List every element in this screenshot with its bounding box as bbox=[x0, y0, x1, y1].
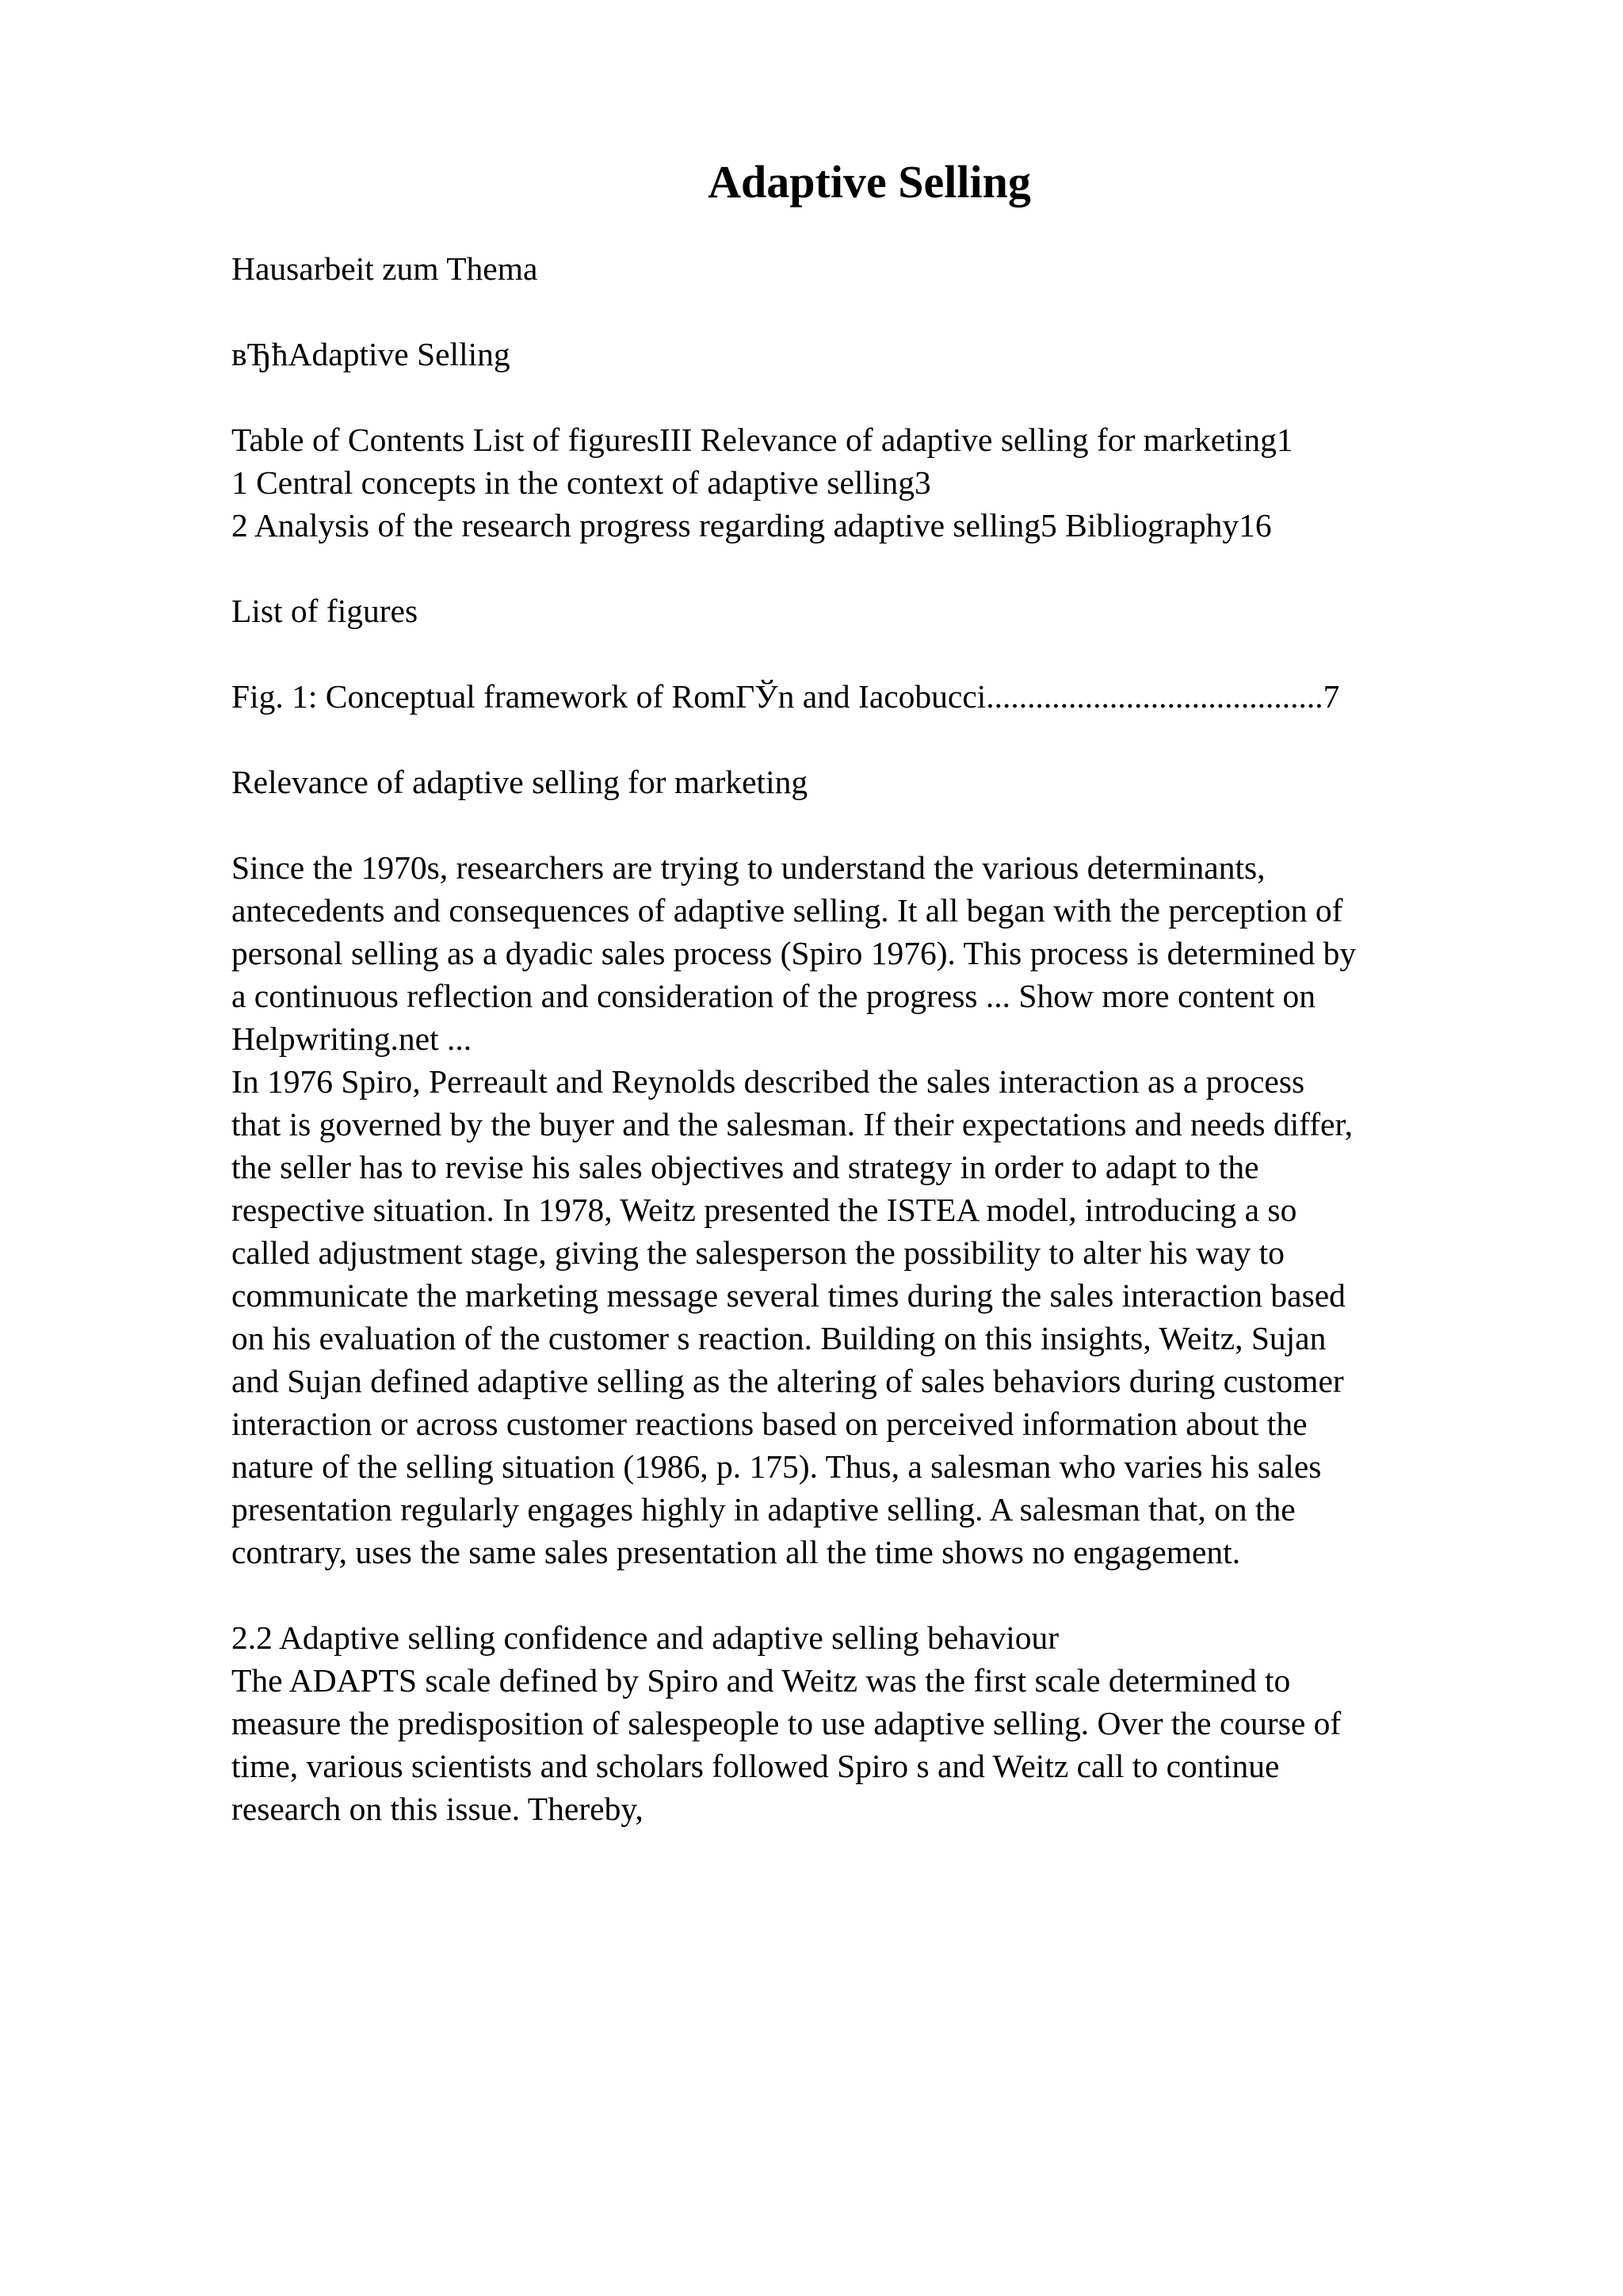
toc-line: Table of Contents List of figuresIII Relevance of adaptive selling for marketing1 bbox=[231, 421, 1293, 458]
text-line: antecedents and consequences of adaptive selling. It all began with the perception of bbox=[231, 892, 1343, 929]
document-subtitle: Hausarbeit zum Thema bbox=[231, 250, 538, 287]
text-line: the seller has to revise his sales objectives and strategy in order to adapt to the bbox=[231, 1149, 1259, 1185]
text-line: measure the predisposition of salespeople to use adaptive selling. Over the course of bbox=[231, 1705, 1342, 1741]
text-line: In 1976 Spiro, Perreault and Reynolds described the sales interaction as a process bbox=[231, 1063, 1305, 1100]
document-title: Adaptive Selling bbox=[708, 156, 1031, 208]
text-line: The ADAPTS scale defined by Spiro and Weitz was the first scale determined to bbox=[231, 1662, 1291, 1699]
figure-entry: Fig. 1: Conceptual framework of RomГЎn and Iacobucci.........................................7 bbox=[231, 678, 1340, 715]
text-line: personal selling as a dyadic sales process (Spiro 1976). This process is determined by bbox=[231, 935, 1357, 971]
subsection-heading: 2.2 Adaptive selling confidence and adaptive selling behaviour bbox=[231, 1619, 1060, 1656]
body-paragraph-2 bbox=[231, 1616, 1341, 1830]
text-line: called adjustment stage, giving the salesperson the possibility to alter his way to bbox=[231, 1234, 1285, 1271]
text-line: interaction or across customer reactions based on perceived information about the bbox=[231, 1405, 1308, 1442]
text-line: communicate the marketing message several times during the sales interaction based bbox=[231, 1277, 1346, 1314]
text-line: and Sujan defined adaptive selling as the altering of sales behaviors during customer bbox=[231, 1363, 1344, 1399]
text-line: nature of the selling situation (1986, p. 175). Thus, a salesman who varies his sales bbox=[231, 1448, 1322, 1485]
section-heading: Relevance of adaptive selling for marketing bbox=[231, 764, 808, 800]
toc-line: 1 Central concepts in the context of adaptive selling3 bbox=[231, 464, 931, 501]
text-line: presentation regularly engages highly in adaptive selling. A salesman that, on the bbox=[231, 1491, 1296, 1527]
text-line: on his evaluation of the customer s reaction. Building on this insights, Weitz, Sujan bbox=[231, 1320, 1327, 1356]
text-line: respective situation. In 1978, Weitz presented the ISTEA model, introducing a so bbox=[231, 1192, 1297, 1228]
body-paragraph-1 bbox=[231, 846, 1356, 1573]
text-line: that is governed by the buyer and the salesman. If their expectations and needs differ, bbox=[231, 1106, 1354, 1142]
text-line: Since the 1970s, researchers are trying to understand the various determinants, bbox=[231, 849, 1266, 886]
list-of-figures-heading: List of figures bbox=[231, 593, 418, 629]
text-line: time, various scientists and scholars followed Spiro s and Weitz call to continue bbox=[231, 1748, 1280, 1784]
text-line: Helpwriting.net ... bbox=[231, 1020, 472, 1057]
text-line: contrary, uses the same sales presentation all the time shows no engagement. bbox=[231, 1534, 1241, 1570]
text-line: research on this issue. Thereby, bbox=[231, 1791, 643, 1827]
text-line: a continuous reflection and consideration of the progress ... Show more content on bbox=[231, 978, 1316, 1014]
toc-line: 2 Analysis of the research progress regarding adaptive selling5 Bibliography16 bbox=[231, 507, 1272, 543]
document-topic: вЂћAdaptive Selling bbox=[231, 336, 510, 372]
table-of-contents bbox=[231, 418, 1293, 547]
